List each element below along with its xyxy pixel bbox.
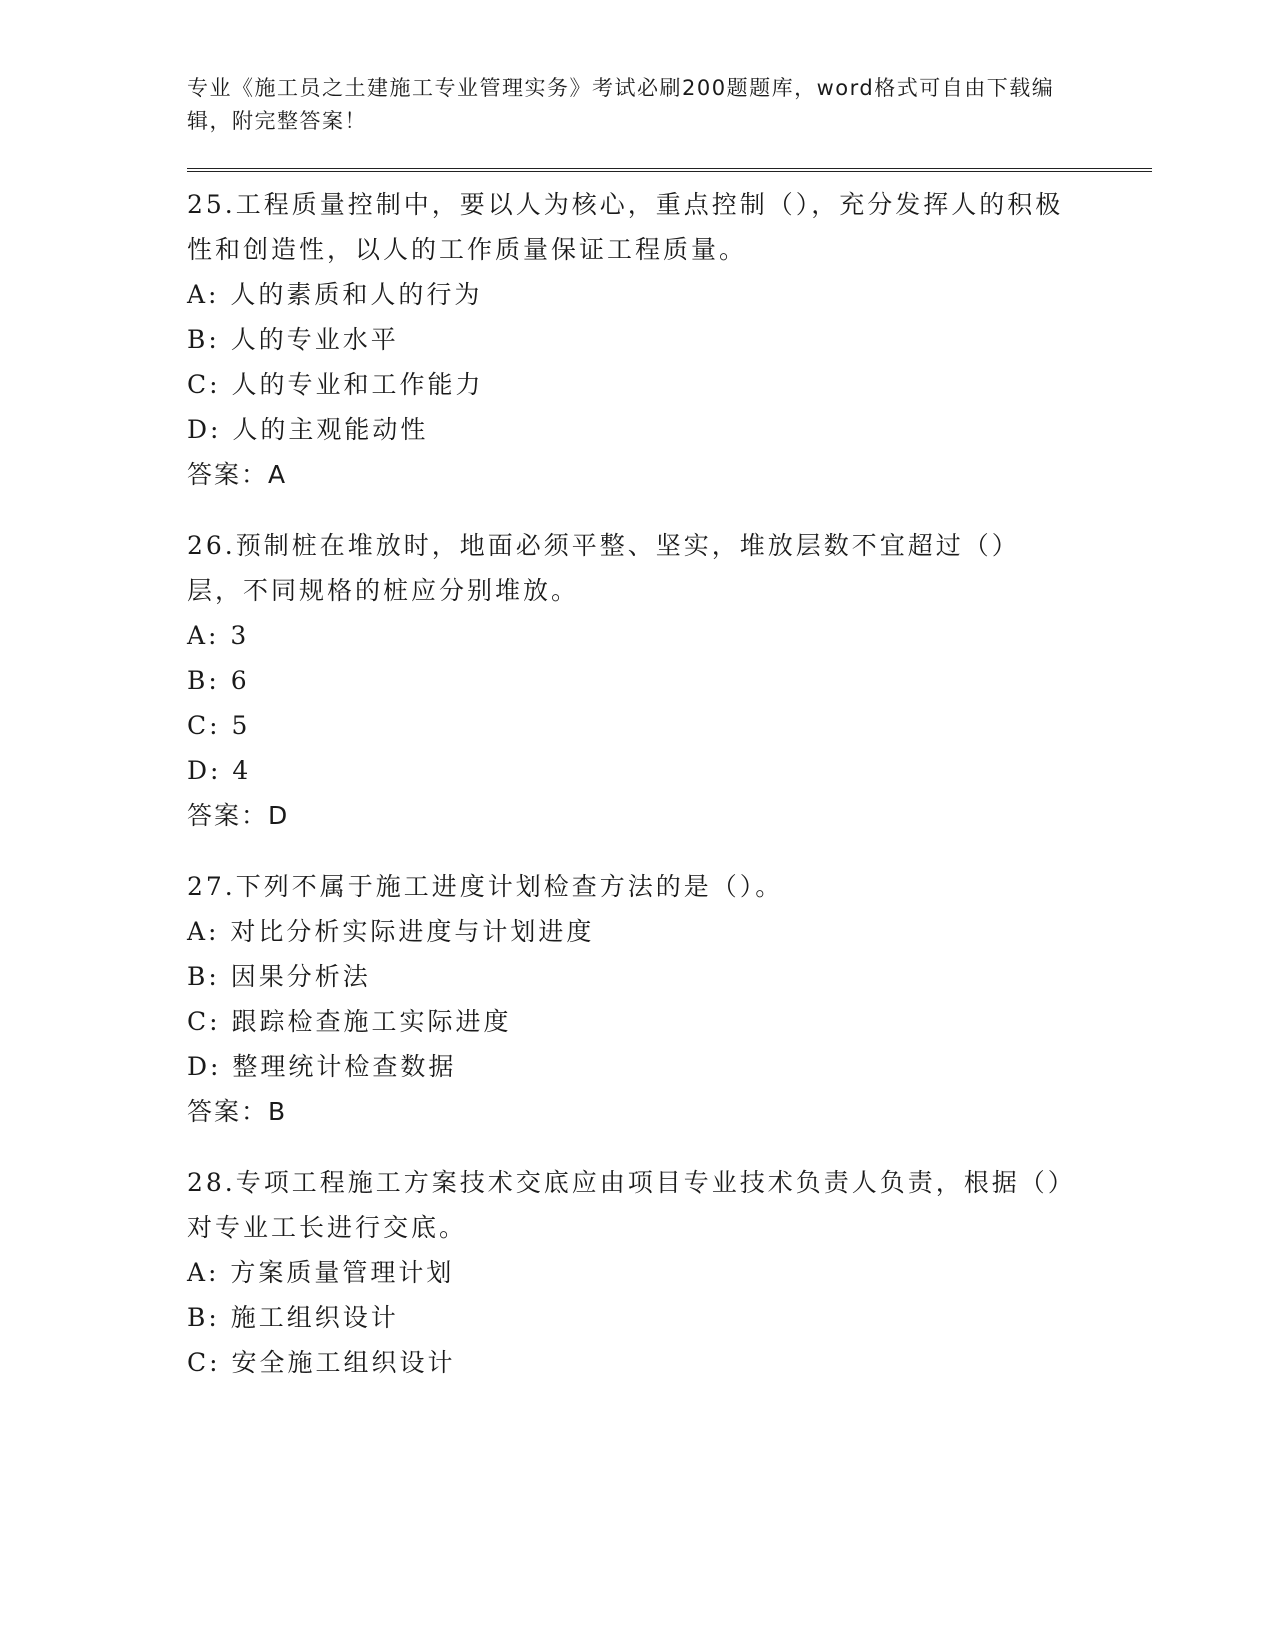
header-double-rule bbox=[187, 168, 1152, 172]
question-text: 26.预制桩在堆放时，地面必须平整、坚实，堆放层数不宜超过（）层，不同规格的桩应分别堆放。 bbox=[187, 531, 1020, 605]
option-a: A: 对比分析实际进度与计划进度 bbox=[187, 917, 595, 946]
answer: 答案：D bbox=[187, 801, 290, 830]
option-b: B: 施工组织设计 bbox=[187, 1303, 399, 1332]
option-a: A: 方案质量管理计划 bbox=[187, 1258, 455, 1287]
option-b: B: 人的专业水平 bbox=[187, 325, 399, 354]
question-text: 28.专项工程施工方案技术交底应由项目专业技术负责人负责，根据（）对专业工长进行交底。 bbox=[187, 1168, 1064, 1242]
question-28 bbox=[187, 1160, 1152, 1385]
document-header: 专业《施工员之土建施工专业管理实务》考试必刷200题题库，word格式可自由下载编辑，附完整答案！ bbox=[187, 76, 1055, 133]
option-a: A: 人的素质和人的行为 bbox=[187, 280, 483, 309]
option-d: D: 人的主观能动性 bbox=[187, 415, 429, 444]
question-text: 25.工程质量控制中，要以人为核心，重点控制（），充分发挥人的积极性和创造性，以人的工作质量保证工程质量。 bbox=[187, 190, 1064, 264]
option-b: B: 6 bbox=[187, 666, 250, 695]
option-c: C: 5 bbox=[187, 711, 251, 740]
document-page bbox=[187, 72, 1152, 1411]
option-b: B: 因果分析法 bbox=[187, 962, 371, 991]
question-text: 27.下列不属于施工进度计划检查方法的是（）。 bbox=[187, 872, 784, 901]
option-c: C: 跟踪检查施工实际进度 bbox=[187, 1007, 512, 1036]
option-d: D: 4 bbox=[187, 756, 252, 785]
question-27 bbox=[187, 864, 1152, 1134]
question-list bbox=[187, 182, 1152, 1385]
option-a: A: 3 bbox=[187, 621, 250, 650]
answer: 答案：B bbox=[187, 1097, 288, 1126]
question-26 bbox=[187, 523, 1152, 838]
answer: 答案：A bbox=[187, 460, 288, 489]
option-c: C: 人的专业和工作能力 bbox=[187, 370, 484, 399]
question-25 bbox=[187, 182, 1152, 497]
option-d: D: 整理统计检查数据 bbox=[187, 1052, 457, 1081]
option-c: C: 安全施工组织设计 bbox=[187, 1348, 456, 1377]
